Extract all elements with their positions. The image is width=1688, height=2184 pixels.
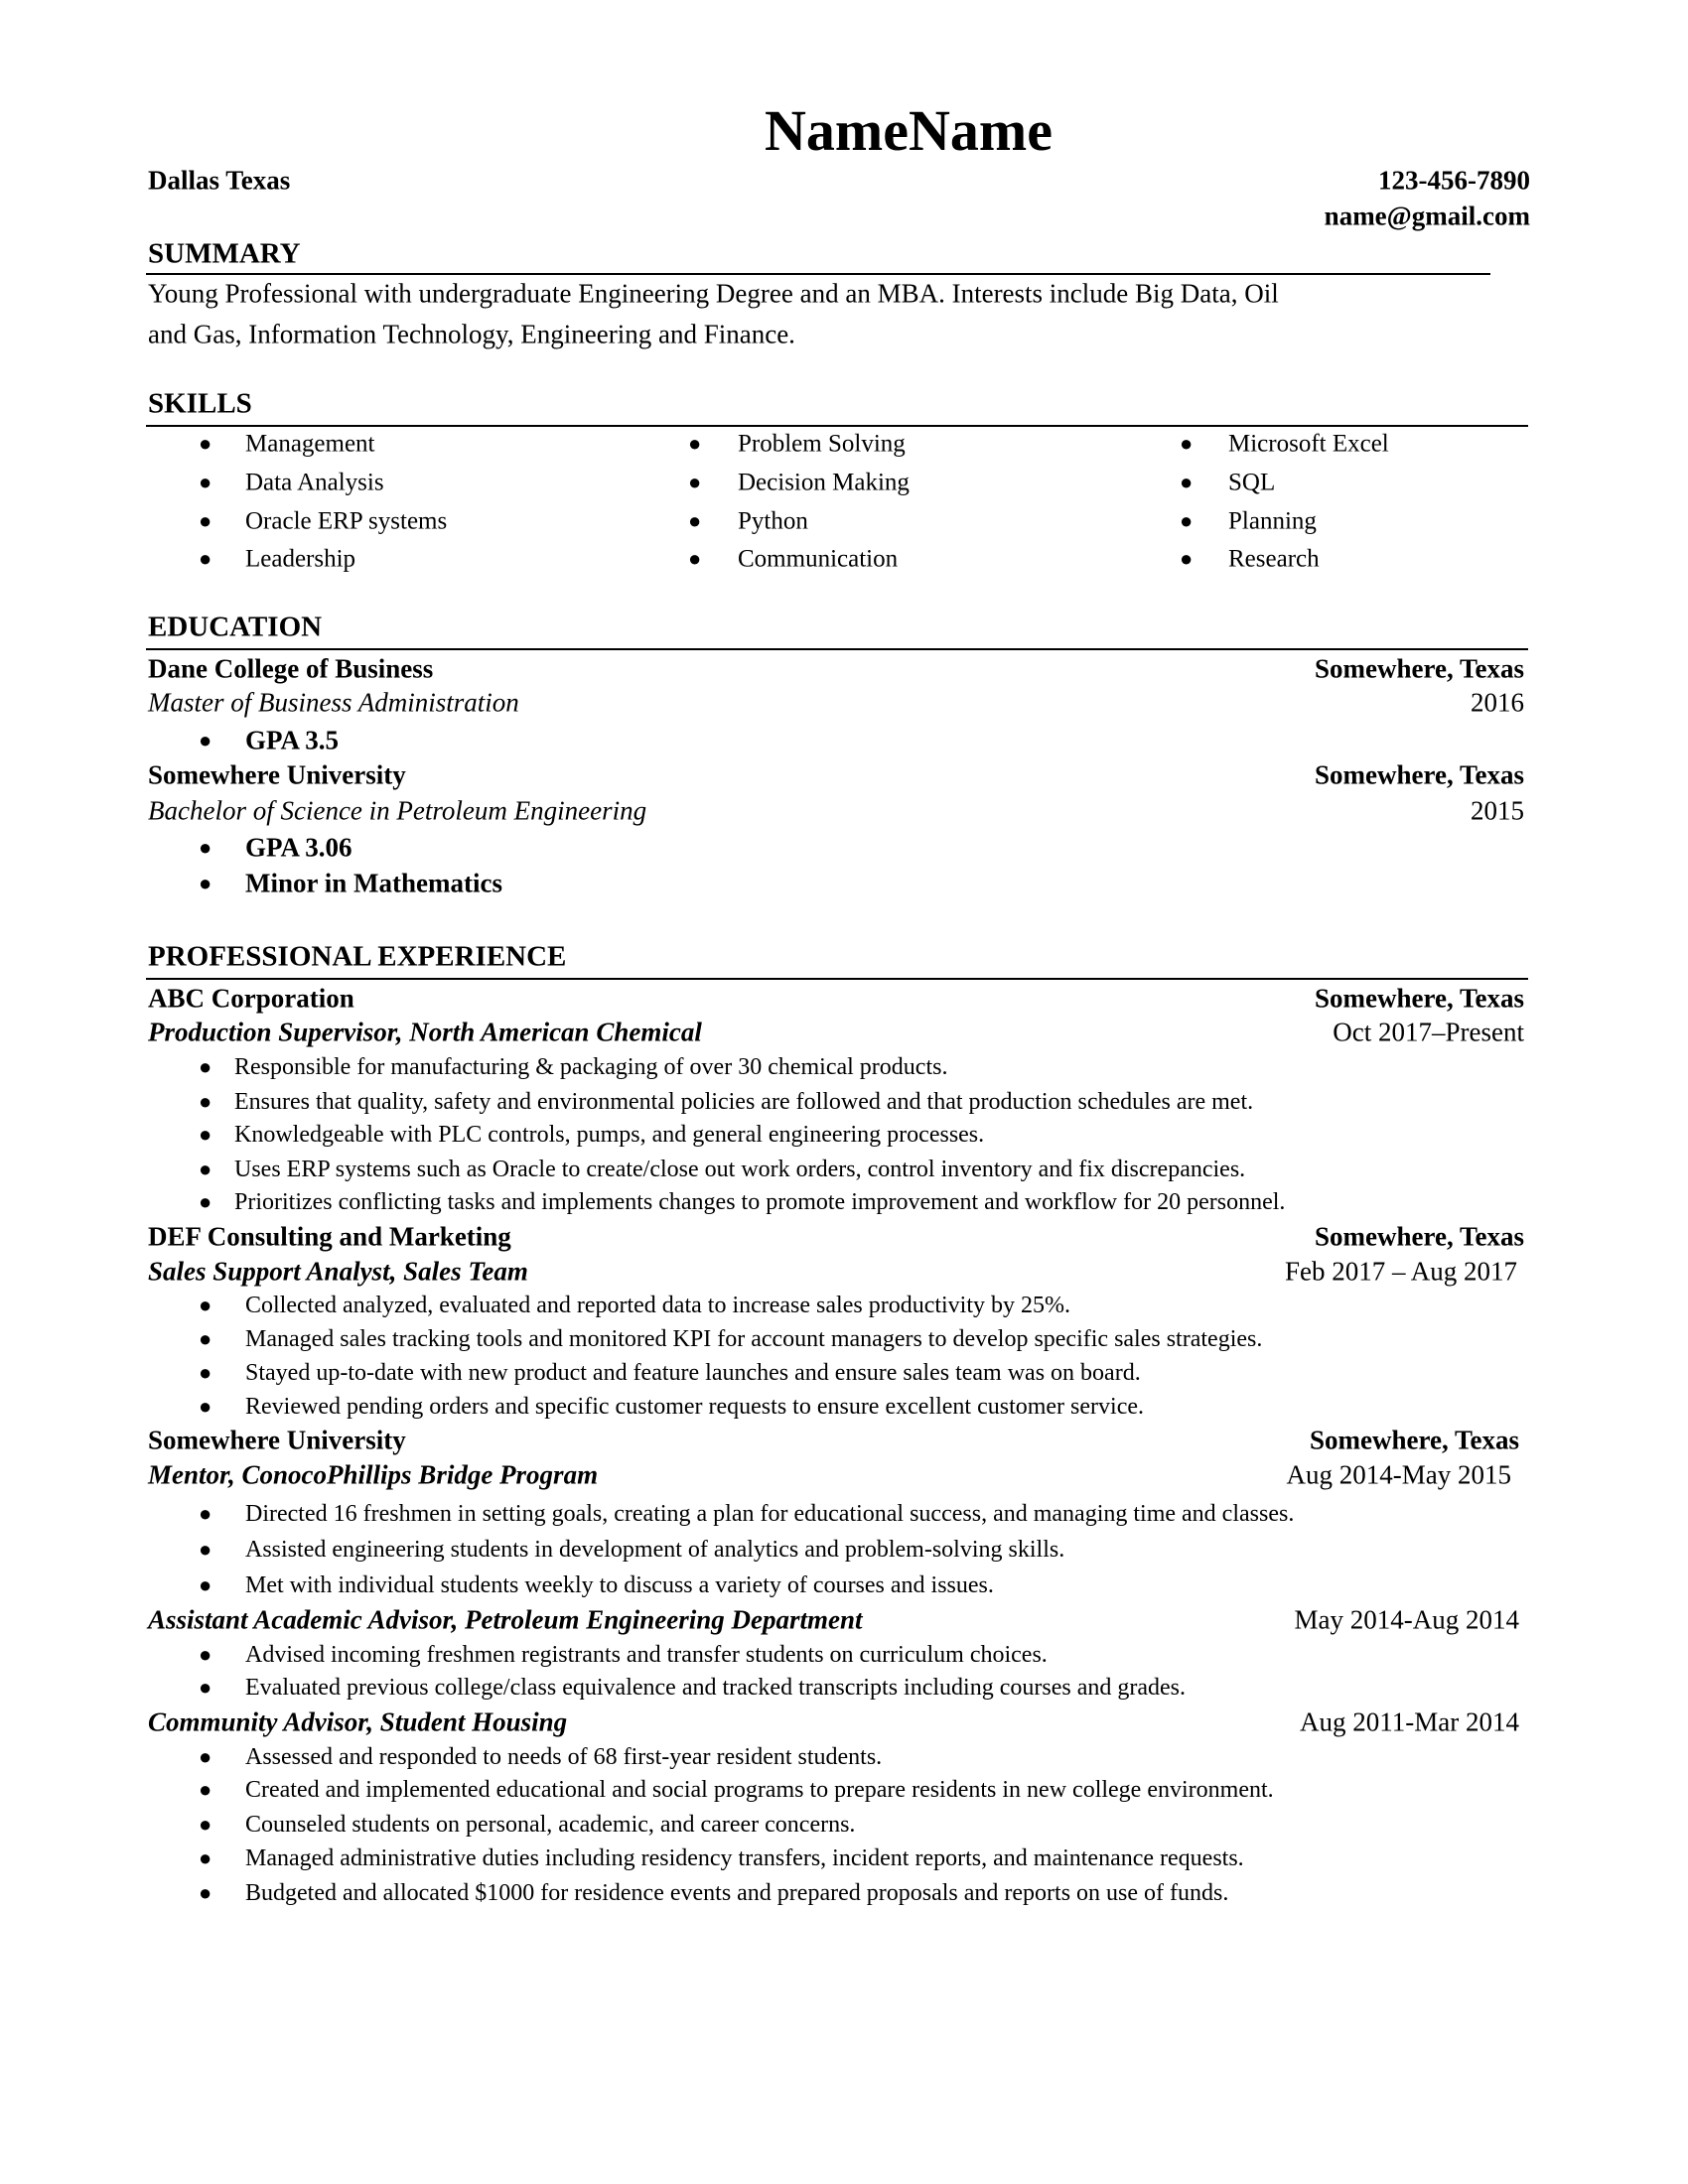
- job-dates: May 2014-Aug 2014: [1294, 1604, 1519, 1635]
- employer-location: Somewhere, Texas: [1314, 1221, 1524, 1252]
- bullet-icon: ●: [199, 1360, 212, 1385]
- employer-name: ABC Corporation: [148, 983, 354, 1014]
- bullet-icon: ●: [199, 1812, 212, 1837]
- job-title: Mentor, ConocoPhillips Bridge Program: [148, 1459, 599, 1490]
- bullet-icon: ●: [199, 871, 212, 895]
- employer-location: Somewhere, Texas: [1314, 983, 1524, 1014]
- bullet-icon: ●: [199, 1157, 212, 1181]
- job-bullet: Ensures that quality, safety and environmental policies are followed and that production schedules are met.: [234, 1089, 1254, 1115]
- skill-item: Communication: [738, 545, 899, 573]
- summary-line: and Gas, Information Technology, Engineering and Finance.: [148, 319, 795, 349]
- bullet-icon: ●: [199, 728, 212, 752]
- skill-item: Leadership: [245, 545, 356, 573]
- employer-name: DEF Consulting and Marketing: [148, 1221, 511, 1252]
- bullet-icon: ●: [199, 1880, 212, 1905]
- bullet-icon: ●: [199, 431, 212, 456]
- job-bullet: Collected analyzed, evaluated and reported data to increase sales productivity by 25%.: [245, 1293, 1071, 1318]
- school-location: Somewhere, Texas: [1314, 759, 1524, 790]
- skill-item: Python: [738, 507, 808, 535]
- job-bullet: Evaluated previous college/class equivalence and tracked transcripts including courses and grades.: [245, 1675, 1186, 1701]
- employer-name: Somewhere University: [148, 1425, 406, 1455]
- bullet-icon: ●: [688, 508, 702, 533]
- skill-item: Oracle ERP systems: [245, 507, 448, 535]
- bullet-icon: ●: [199, 1189, 212, 1214]
- bullet-icon: ●: [199, 1089, 212, 1114]
- skill-item: Problem Solving: [738, 430, 906, 458]
- school-location: Somewhere, Texas: [1314, 653, 1524, 684]
- candidate-name: NameName: [765, 98, 1053, 163]
- bullet-icon: ●: [199, 1394, 212, 1419]
- job-bullet: Counseled students on personal, academic, and career concerns.: [245, 1812, 856, 1838]
- school-name: Somewhere University: [148, 759, 406, 790]
- job-bullet: Created and implemented educational and social programs to prepare residents in new college environment.: [245, 1777, 1274, 1803]
- job-bullet: Reviewed pending orders and specific customer requests to ensure excellent customer service.: [245, 1394, 1145, 1420]
- bullet-icon: ●: [199, 546, 212, 571]
- divider: [146, 273, 1490, 275]
- school-name: Dane College of Business: [148, 653, 434, 684]
- education-detail: GPA 3.06: [245, 832, 352, 863]
- bullet-icon: ●: [199, 1054, 212, 1079]
- bullet-icon: ●: [199, 1845, 212, 1870]
- divider: [146, 425, 1528, 427]
- skill-item: Research: [1228, 545, 1320, 573]
- bullet-icon: ●: [199, 1744, 212, 1769]
- skill-item: Management: [245, 430, 375, 458]
- bullet-icon: ●: [199, 1777, 212, 1802]
- bullet-icon: ●: [199, 508, 212, 533]
- job-bullet: Prioritizes conflicting tasks and implements changes to promote improvement and workflow for 20 personnel.: [234, 1189, 1286, 1215]
- bullet-icon: ●: [199, 470, 212, 494]
- job-dates: Oct 2017–Present: [1333, 1017, 1524, 1047]
- skill-item: Planning: [1228, 507, 1317, 535]
- section-title-education: EDUCATION: [148, 611, 323, 643]
- job-bullet: Advised incoming freshmen registrants and transfer students on curriculum choices.: [245, 1642, 1048, 1668]
- bullet-icon: ●: [199, 835, 212, 860]
- job-dates: Aug 2014-May 2015: [1286, 1459, 1511, 1490]
- bullet-icon: ●: [199, 1537, 212, 1562]
- skill-item: SQL: [1228, 469, 1276, 496]
- bullet-icon: ●: [688, 546, 702, 571]
- education-detail: Minor in Mathematics: [245, 868, 502, 898]
- degree: Master of Business Administration: [148, 687, 519, 718]
- bullet-icon: ●: [199, 1572, 212, 1597]
- skill-item: Data Analysis: [245, 469, 384, 496]
- skill-item: Microsoft Excel: [1228, 430, 1389, 458]
- job-bullet: Met with individual students weekly to discuss a variety of courses and issues.: [245, 1572, 994, 1598]
- employer-location: Somewhere, Texas: [1309, 1425, 1519, 1455]
- job-bullet: Managed administrative duties including residency transfers, incident reports, and maintenance requests.: [245, 1845, 1244, 1871]
- job-bullet: Responsible for manufacturing & packaging of over 30 chemical products.: [234, 1054, 948, 1080]
- section-title-skills: SKILLS: [148, 387, 252, 420]
- bullet-icon: ●: [1180, 546, 1194, 571]
- job-title: Production Supervisor, North American Chemical: [148, 1017, 702, 1047]
- bullet-icon: ●: [199, 1642, 212, 1667]
- graduation-year: 2016: [1471, 687, 1524, 718]
- job-bullet: Stayed up-to-date with new product and feature launches and ensure sales team was on board.: [245, 1360, 1141, 1386]
- summary-line: Young Professional with undergraduate Engineering Degree and an MBA. Interests include Big Data, Oil: [148, 278, 1279, 309]
- job-bullet: Managed sales tracking tools and monitored KPI for account managers to develop specific sales strategies.: [245, 1326, 1263, 1352]
- bullet-icon: ●: [1180, 470, 1194, 494]
- job-bullet: Uses ERP systems such as Oracle to create/close out work orders, control inventory and fix discrepancies.: [234, 1157, 1246, 1182]
- job-title: Assistant Academic Advisor, Petroleum Engineering Department: [148, 1604, 863, 1635]
- job-title: Sales Support Analyst, Sales Team: [148, 1256, 528, 1287]
- skill-item: Decision Making: [738, 469, 910, 496]
- job-title: Community Advisor, Student Housing: [148, 1706, 568, 1737]
- bullet-icon: ●: [199, 1326, 212, 1351]
- bullet-icon: ●: [688, 470, 702, 494]
- divider: [146, 978, 1528, 980]
- divider: [146, 648, 1528, 650]
- phone: 123-456-7890: [1378, 165, 1530, 196]
- section-title-summary: SUMMARY: [148, 237, 301, 270]
- graduation-year: 2015: [1471, 795, 1524, 826]
- education-detail: GPA 3.5: [245, 725, 339, 755]
- job-bullet: Assisted engineering students in development of analytics and problem-solving skills.: [245, 1537, 1065, 1563]
- job-dates: Feb 2017 – Aug 2017: [1284, 1256, 1517, 1287]
- degree: Bachelor of Science in Petroleum Engineering: [148, 795, 647, 826]
- bullet-icon: ●: [1180, 431, 1194, 456]
- section-title-experience: PROFESSIONAL EXPERIENCE: [148, 940, 567, 973]
- bullet-icon: ●: [199, 1675, 212, 1700]
- job-dates: Aug 2011-Mar 2014: [1300, 1706, 1519, 1737]
- bullet-icon: ●: [199, 1293, 212, 1317]
- email[interactable]: name@gmail.com: [1324, 201, 1530, 231]
- bullet-icon: ●: [199, 1501, 212, 1526]
- bullet-icon: ●: [688, 431, 702, 456]
- job-bullet: Knowledgeable with PLC controls, pumps, and general engineering processes.: [234, 1122, 985, 1148]
- job-bullet: Assessed and responded to needs of 68 first-year resident students.: [245, 1744, 883, 1770]
- bullet-icon: ●: [199, 1122, 212, 1147]
- job-bullet: Directed 16 freshmen in setting goals, creating a plan for educational success, and managing time and classes.: [245, 1501, 1295, 1527]
- location: Dallas Texas: [148, 165, 291, 196]
- bullet-icon: ●: [1180, 508, 1194, 533]
- job-bullet: Budgeted and allocated $1000 for residence events and prepared proposals and reports on use of funds.: [245, 1880, 1229, 1906]
